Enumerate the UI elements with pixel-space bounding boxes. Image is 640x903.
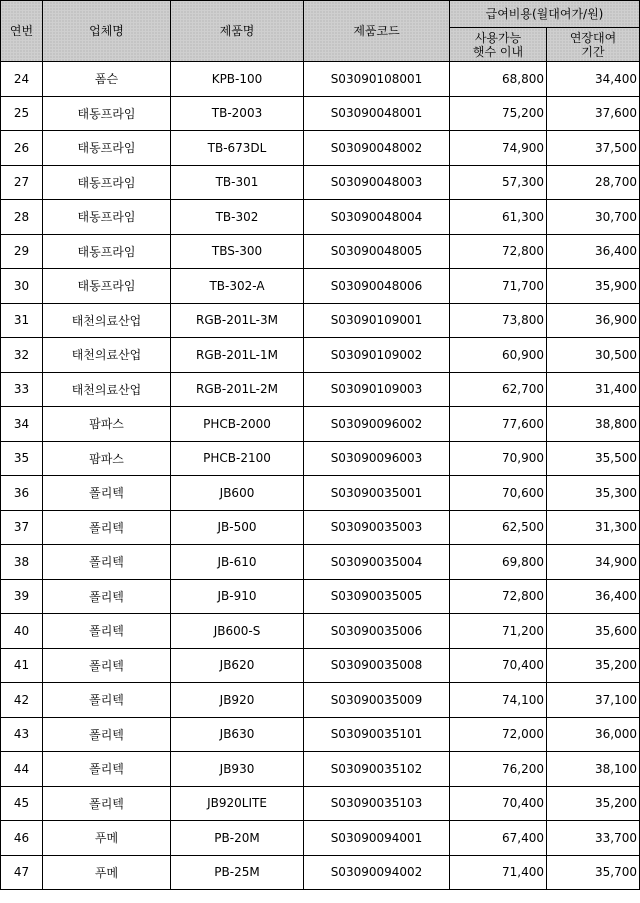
cell-usable-price: 57,300 (450, 165, 547, 200)
cell-extend-price: 36,400 (547, 579, 640, 614)
cell-company: 태동프라임 (43, 96, 171, 131)
cell-usable-price: 67,400 (450, 821, 547, 856)
cell-no: 44 (1, 752, 43, 787)
cell-product: TB-301 (171, 165, 304, 200)
cell-company: 태동프라임 (43, 131, 171, 166)
cell-no: 34 (1, 407, 43, 442)
table-row (1, 786, 640, 821)
cell-extend-price: 38,100 (547, 752, 640, 787)
cell-extend-price: 35,900 (547, 269, 640, 304)
cell-product: KPB-100 (171, 62, 304, 97)
cell-code: S03090096002 (304, 407, 450, 442)
cell-code: S03090048004 (304, 200, 450, 235)
cell-usable-price: 71,700 (450, 269, 547, 304)
cell-no: 43 (1, 717, 43, 752)
cell-usable-price: 74,100 (450, 683, 547, 718)
cell-company: 폴리텍 (43, 476, 171, 511)
header-cost-group: 급여비용(월대여가/원) (450, 1, 640, 28)
cell-no: 25 (1, 96, 43, 131)
cell-usable-price: 62,700 (450, 372, 547, 407)
cell-company: 팜파스 (43, 407, 171, 442)
cell-no: 30 (1, 269, 43, 304)
cell-extend-price: 37,600 (547, 96, 640, 131)
cell-extend-price: 36,900 (547, 303, 640, 338)
cell-code: S03090109002 (304, 338, 450, 373)
table-row (1, 303, 640, 338)
table-row (1, 407, 640, 442)
cell-extend-price: 38,800 (547, 407, 640, 442)
cell-product: PHCB-2100 (171, 441, 304, 476)
cell-no: 46 (1, 821, 43, 856)
cell-no: 29 (1, 234, 43, 269)
cell-code: S03090035001 (304, 476, 450, 511)
header-no: 연번 (1, 1, 43, 62)
table-row (1, 372, 640, 407)
table-row (1, 165, 640, 200)
cell-company: 폴리텍 (43, 752, 171, 787)
cell-company: 태동프라임 (43, 269, 171, 304)
cell-usable-price: 77,600 (450, 407, 547, 442)
table-row (1, 648, 640, 683)
cell-code: S03090048005 (304, 234, 450, 269)
cell-code: S03090108001 (304, 62, 450, 97)
cell-product: TB-2003 (171, 96, 304, 131)
cell-product: JB620 (171, 648, 304, 683)
cell-usable-price: 61,300 (450, 200, 547, 235)
cell-product: JB920 (171, 683, 304, 718)
cell-company: 폴리텍 (43, 683, 171, 718)
cell-product: RGB-201L-2M (171, 372, 304, 407)
cell-usable-price: 69,800 (450, 545, 547, 580)
cell-product: JB600 (171, 476, 304, 511)
cell-code: S03090094001 (304, 821, 450, 856)
cell-code: S03090048001 (304, 96, 450, 131)
cell-no: 35 (1, 441, 43, 476)
cell-company: 폴리텍 (43, 786, 171, 821)
cell-company: 태동프라임 (43, 165, 171, 200)
cell-no: 31 (1, 303, 43, 338)
table-row (1, 717, 640, 752)
table-row (1, 510, 640, 545)
table-row (1, 338, 640, 373)
cell-extend-price: 34,400 (547, 62, 640, 97)
cell-extend-price: 33,700 (547, 821, 640, 856)
cell-company: 태천의료산업 (43, 372, 171, 407)
header-extended-rental (547, 28, 640, 62)
table-row (1, 579, 640, 614)
cell-company: 폴리텍 (43, 717, 171, 752)
table-row (1, 131, 640, 166)
cell-no: 45 (1, 786, 43, 821)
cell-code: S03090035008 (304, 648, 450, 683)
cell-company: 폴리텍 (43, 510, 171, 545)
cell-code: S03090035005 (304, 579, 450, 614)
cell-usable-price: 62,500 (450, 510, 547, 545)
cell-company: 폴리텍 (43, 614, 171, 649)
cell-extend-price: 30,700 (547, 200, 640, 235)
cell-product: TB-302-A (171, 269, 304, 304)
cell-extend-price: 35,700 (547, 855, 640, 890)
cell-code: S03090035004 (304, 545, 450, 580)
cell-no: 41 (1, 648, 43, 683)
table-row (1, 614, 640, 649)
cell-product: TB-302 (171, 200, 304, 235)
cell-extend-price: 35,200 (547, 648, 640, 683)
header-usable-line2: 햇수 이내 (472, 44, 524, 59)
cell-company: 폴리텍 (43, 545, 171, 580)
cell-code: S03090109001 (304, 303, 450, 338)
cell-usable-price: 74,900 (450, 131, 547, 166)
cell-extend-price: 28,700 (547, 165, 640, 200)
header-company: 업체명 (43, 1, 171, 62)
table-row (1, 96, 640, 131)
cell-product: RGB-201L-1M (171, 338, 304, 373)
cell-no: 28 (1, 200, 43, 235)
cell-no: 26 (1, 131, 43, 166)
table-row (1, 752, 640, 787)
header-code: 제품코드 (304, 1, 450, 62)
cell-extend-price: 37,100 (547, 683, 640, 718)
cell-usable-price: 72,800 (450, 234, 547, 269)
cell-extend-price: 31,400 (547, 372, 640, 407)
cell-product: PHCB-2000 (171, 407, 304, 442)
cell-company: 푸메 (43, 821, 171, 856)
header-extend-line2: 기간 (581, 44, 605, 59)
cell-no: 37 (1, 510, 43, 545)
cell-no: 38 (1, 545, 43, 580)
cell-company: 태동프라임 (43, 234, 171, 269)
header-usable-years (450, 28, 547, 62)
cell-extend-price: 35,500 (547, 441, 640, 476)
cell-no: 24 (1, 62, 43, 97)
table-row (1, 234, 640, 269)
cell-no: 39 (1, 579, 43, 614)
cell-no: 32 (1, 338, 43, 373)
cell-no: 27 (1, 165, 43, 200)
cell-usable-price: 60,900 (450, 338, 547, 373)
cell-product: PB-20M (171, 821, 304, 856)
cell-usable-price: 73,800 (450, 303, 547, 338)
cell-extend-price: 36,400 (547, 234, 640, 269)
cell-no: 40 (1, 614, 43, 649)
cell-code: S03090035102 (304, 752, 450, 787)
cell-product: JB600-S (171, 614, 304, 649)
cell-product: JB630 (171, 717, 304, 752)
cell-code: S03090048003 (304, 165, 450, 200)
cell-code: S03090048002 (304, 131, 450, 166)
cell-product: JB930 (171, 752, 304, 787)
cell-code: S03090109003 (304, 372, 450, 407)
table-row (1, 269, 640, 304)
table-row (1, 62, 640, 97)
cell-no: 42 (1, 683, 43, 718)
table-row (1, 441, 640, 476)
cell-extend-price: 35,300 (547, 476, 640, 511)
cell-extend-price: 37,500 (547, 131, 640, 166)
table-row (1, 200, 640, 235)
cell-extend-price: 35,200 (547, 786, 640, 821)
cell-company: 태천의료산업 (43, 338, 171, 373)
header-extend-line1: 연장대여 (569, 30, 617, 45)
cell-usable-price: 72,800 (450, 579, 547, 614)
cell-code: S03090035103 (304, 786, 450, 821)
cell-usable-price: 70,400 (450, 648, 547, 683)
cell-usable-price: 70,600 (450, 476, 547, 511)
cell-product: TBS-300 (171, 234, 304, 269)
header-product: 제품명 (171, 1, 304, 62)
cell-company: 폴리텍 (43, 648, 171, 683)
cell-product: RGB-201L-3M (171, 303, 304, 338)
cell-extend-price: 36,000 (547, 717, 640, 752)
cell-usable-price: 70,400 (450, 786, 547, 821)
cell-code: S03090035101 (304, 717, 450, 752)
cell-code: S03090035009 (304, 683, 450, 718)
table-row (1, 545, 640, 580)
cell-extend-price: 35,600 (547, 614, 640, 649)
header-usable-line1: 사용가능 (474, 30, 522, 45)
cell-product: JB-910 (171, 579, 304, 614)
cell-no: 47 (1, 855, 43, 890)
cell-extend-price: 34,900 (547, 545, 640, 580)
cell-code: S03090035006 (304, 614, 450, 649)
cell-company: 폴리텍 (43, 579, 171, 614)
cell-usable-price: 72,000 (450, 717, 547, 752)
table-row (1, 821, 640, 856)
table-row (1, 855, 640, 890)
cell-product: PB-25M (171, 855, 304, 890)
cell-product: TB-673DL (171, 131, 304, 166)
cell-extend-price: 31,300 (547, 510, 640, 545)
cell-company: 팜파스 (43, 441, 171, 476)
cell-no: 33 (1, 372, 43, 407)
cell-company: 푸메 (43, 855, 171, 890)
cell-no: 36 (1, 476, 43, 511)
cell-product: JB-500 (171, 510, 304, 545)
cell-company: 폼슨 (43, 62, 171, 97)
cell-product: JB-610 (171, 545, 304, 580)
cell-code: S03090094002 (304, 855, 450, 890)
cell-usable-price: 71,400 (450, 855, 547, 890)
cell-code: S03090035003 (304, 510, 450, 545)
table-row (1, 476, 640, 511)
cell-extend-price: 30,500 (547, 338, 640, 373)
table-body (1, 62, 640, 890)
cell-usable-price: 71,200 (450, 614, 547, 649)
cell-usable-price: 76,200 (450, 752, 547, 787)
cell-usable-price: 68,800 (450, 62, 547, 97)
cell-usable-price: 75,200 (450, 96, 547, 131)
cell-code: S03090048006 (304, 269, 450, 304)
cell-usable-price: 70,900 (450, 441, 547, 476)
cell-product: JB920LITE (171, 786, 304, 821)
cell-company: 태동프라임 (43, 200, 171, 235)
table-header (1, 1, 640, 62)
table-row (1, 683, 640, 718)
cell-code: S03090096003 (304, 441, 450, 476)
cell-company: 태천의료산업 (43, 303, 171, 338)
